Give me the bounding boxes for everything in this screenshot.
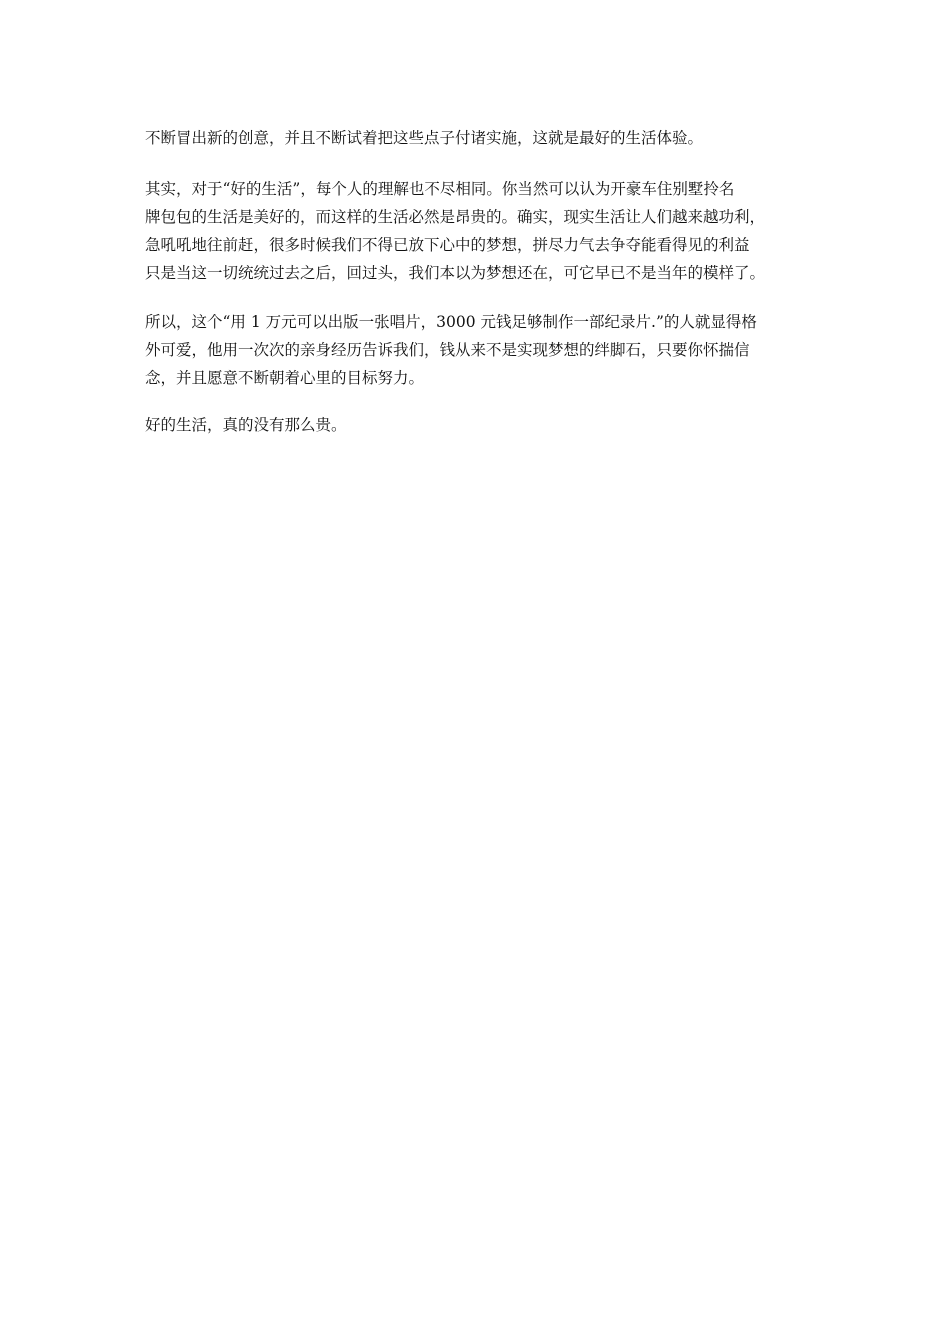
- paragraph-line: 其实，对于“好的生活”，每个人的理解也不尽相同。你当然可以认为开豪车住别墅拎名: [145, 180, 735, 198]
- paragraph-line: 不断冒出新的创意，并且不断试着把这些点子付诸实施，这就是最好的生活体验。: [145, 129, 704, 147]
- paragraph-2: [145, 175, 810, 287]
- paragraph-line: 只是当这一切统统过去之后，回过头，我们本以为梦想还在，可它早已不是当年的模样了。: [145, 264, 766, 282]
- paragraph-line: 外可爱，他用一次次的亲身经历告诉我们，钱从来不是实现梦想的绊脚石，只要你怀揣信: [145, 341, 750, 359]
- paragraph-line: 念，并且愿意不断朝着心里的目标努力。: [145, 369, 425, 387]
- paragraph-line: 牌包包的生活是美好的，而这样的生活必然是昂贵的。确实，现实生活让人们越来越功利，: [145, 208, 766, 226]
- paragraph-line: 好的生活，真的没有那么贵。: [145, 416, 347, 434]
- paragraph-line: 所以，这个“用 1 万元可以出版一张唱片，3000 元钱足够制作一部纪录片.”的人就显得格: [145, 313, 757, 331]
- document-body: [145, 124, 810, 458]
- paragraph-1: [145, 124, 810, 152]
- paragraph-4: [145, 411, 810, 439]
- paragraph-line: 急吼吼地往前赶，很多时候我们不得已放下心中的梦想，拼尽力气去争夺能看得见的利益: [145, 236, 750, 254]
- paragraph-3: [145, 308, 810, 392]
